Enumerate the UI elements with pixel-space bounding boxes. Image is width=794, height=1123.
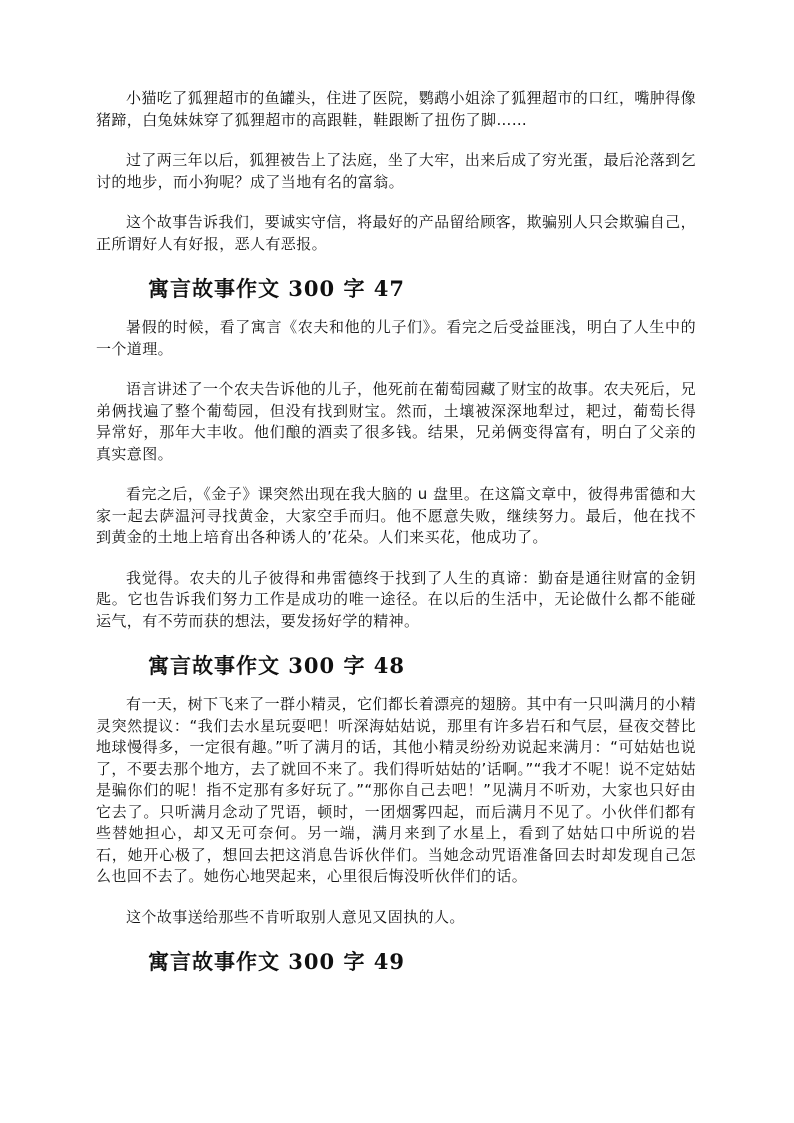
paragraph: 我觉得。农夫的儿子彼得和弗雷德终于找到了人生的真谛：勤奋是通往财富的金钥匙。它也告诉我们努力工作是成功的唯一途径。在以后的生活中，无论做什么都不能碰运气，有不劳而获的想法，要发扬好学的精神。 [96, 568, 696, 630]
paragraph: 有一天，树下飞来了一群小精灵，它们都长着漂亮的翅膀。其中有一只叫满月的小精灵突然提议：“我们去水星玩耍吧！听深海姑姑说，那里有许多岩石和气层，昼夜交替比地球慢得多，一定很有趣。”听了满月的话，其他小精灵纷纷劝说起来满月：“可姑姑也说了，不要去那个地方，去了就回不来了。我们得听姑姑的’话啊。”“我才不呢！说不定姑姑是骗你们的呢！指不定那有多好玩了。”“那你自己去吧！”见满月不听劝，大家也只好由它去了。只听满月念动了咒语，顿时，一团烟雾四起，而后满月不见了。小伙伴们都有些替她担心，却又无可奈何。另一端，满月来到了水星上，看到了姑姑口中所说的岩石，她开心极了，想回去把这消息告诉伙伴们。当她念动咒语准备回去时却发现自己怎么也回不去了。她伤心地哭起来，心里很后悔没听伙伴们的话。 [96, 695, 696, 885]
section-heading: 寓言故事作文 300 字 47 [148, 276, 405, 301]
paragraph: 这个故事送给那些不肯听取别人意见又固执的人。 [126, 907, 465, 926]
paragraph: 暑假的时候，看了寓言《农夫和他的儿子们》。看完之后受益匪浅，明白了人生中的一个道理。 [96, 318, 696, 358]
document-page [96, 88, 696, 990]
section-heading: 寓言故事作文 300 字 49 [148, 949, 405, 974]
paragraph: 这个故事告诉我们，要诚实守信，将最好的产品留给顾客，欺骗别人只会欺骗自己，正所谓好人有好报，恶人有恶报。 [96, 213, 696, 253]
section-heading: 寓言故事作文 300 字 48 [148, 653, 405, 678]
paragraph: 语言讲述了一个农夫告诉他的儿子，他死前在葡萄园藏了财宝的故事。农夫死后，兄弟俩找遍了整个葡萄园，但没有找到财宝。然而，土壤被深深地犁过，耙过，葡萄长得异常好，那年大丰收。他们酿的酒卖了很多钱。结果，兄弟俩变得富有，明白了父亲的真实意图。 [96, 380, 696, 463]
paragraph: 看完之后，《金子》课突然出现在我大脑的 u 盘里。在这篇文章中，彼得弗雷德和大家一起去萨温河寻找黄金，大家空手而归。他不愿意失败，继续努力。最后，他在找不到黄金的土地上培育出各种诱人的’花朵。人们来买花，他成功了。 [96, 485, 696, 546]
paragraph: 过了两三年以后，狐狸被告上了法庭，坐了大牢，出来后成了穷光蛋，最后沦落到乞讨的地步，而小狗呢？成了当地有名的富翁。 [96, 151, 696, 191]
paragraph: 小猫吃了狐狸超市的鱼罐头，住进了医院，鹦鹉小姐涂了狐狸超市的口红，嘴肿得像猪蹄，白兔妹妹穿了狐狸超市的高跟鞋，鞋跟断了扭伤了脚…… [96, 89, 696, 129]
